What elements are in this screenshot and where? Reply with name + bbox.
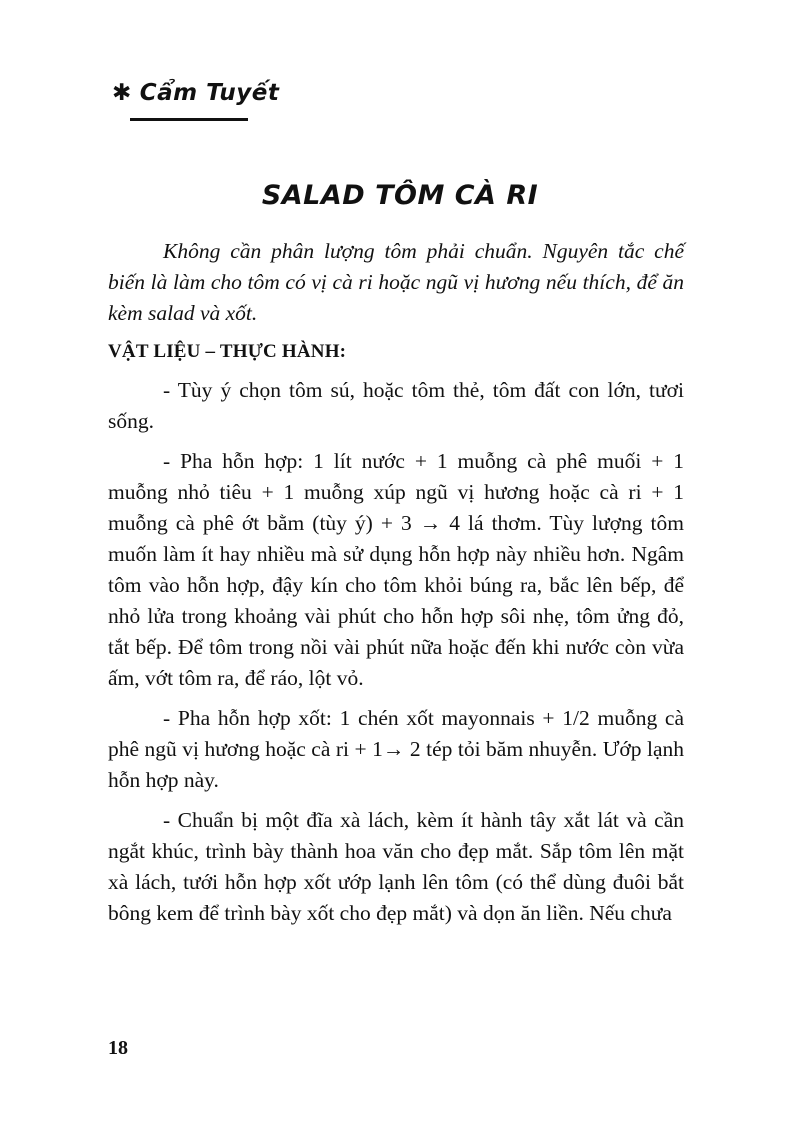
step-paragraph: - Pha hỗn hợp xốt: 1 chén xốt mayonnais + 1/2 muỗng cà phê ngũ vị hương hoặc cà ri + 1→ 2 tép tỏi băm nhuyễn. Ướp lạnh hỗn hợp này. xyxy=(108,706,684,792)
step-paragraph: - Tùy ý chọn tôm sú, hoặc tôm thẻ, tôm đất con lớn, tươi sống. xyxy=(108,378,684,433)
running-header xyxy=(112,80,279,106)
page-number: 18 xyxy=(108,1037,128,1059)
intro-text: Không cần phân lượng tôm phải chuẩn. Nguyên tắc chế biến là làm cho tôm có vị cà ri hoặc ngũ vị hương nếu thích, để ăn kèm salad và xốt. xyxy=(108,239,684,325)
step-paragraph: - Pha hỗn hợp: 1 lít nước + 1 muỗng cà phê muối + 1 muỗng nhỏ tiêu + 1 muỗng xúp ngũ vị hương hoặc cà ri + 1 muỗng cà phê ớt bằm (tùy ý) + 3 → 4 lá thơm. Tùy lượng tôm muốn làm ít hay nhiều mà sử dụng hỗn hợp này nhiều hơn. Ngâm tôm vào hỗn hợp, đậy kín cho tôm khỏi búng ra, bắc lên bếp, để nhỏ lửa trong khoảng vài phút cho hỗn hợp sôi nhẹ, tôm ửng đỏ, tắt bếp. Để tôm trong nồi vài phút nữa hoặc đến khi nước còn vừa ấm, vớt tôm ra, để ráo, lột vỏ. xyxy=(108,449,684,690)
step-paragraph: - Chuẩn bị một đĩa xà lách, kèm ít hành tây xắt lát và cần ngắt khúc, trình bày thành hoa văn cho đẹp mắt. Sắp tôm lên mặt xà lách, tưới hỗn hợp xốt ướp lạnh lên tôm (có thể dùng đuôi bắt bông kem để trình bày xốt cho đẹp mắt) và dọn ăn liền. Nếu chưa xyxy=(108,808,684,925)
asterisk-icon: ✱ xyxy=(112,80,132,106)
author-name: Cẩm Tuyết xyxy=(139,80,280,106)
intro-paragraph xyxy=(108,236,684,329)
section-heading: VẬT LIỆU – THỰC HÀNH: xyxy=(108,341,347,362)
steps-list xyxy=(108,375,684,938)
header-underline xyxy=(130,118,248,121)
recipe-title: SALAD TÔM CÀ RI xyxy=(261,180,539,211)
